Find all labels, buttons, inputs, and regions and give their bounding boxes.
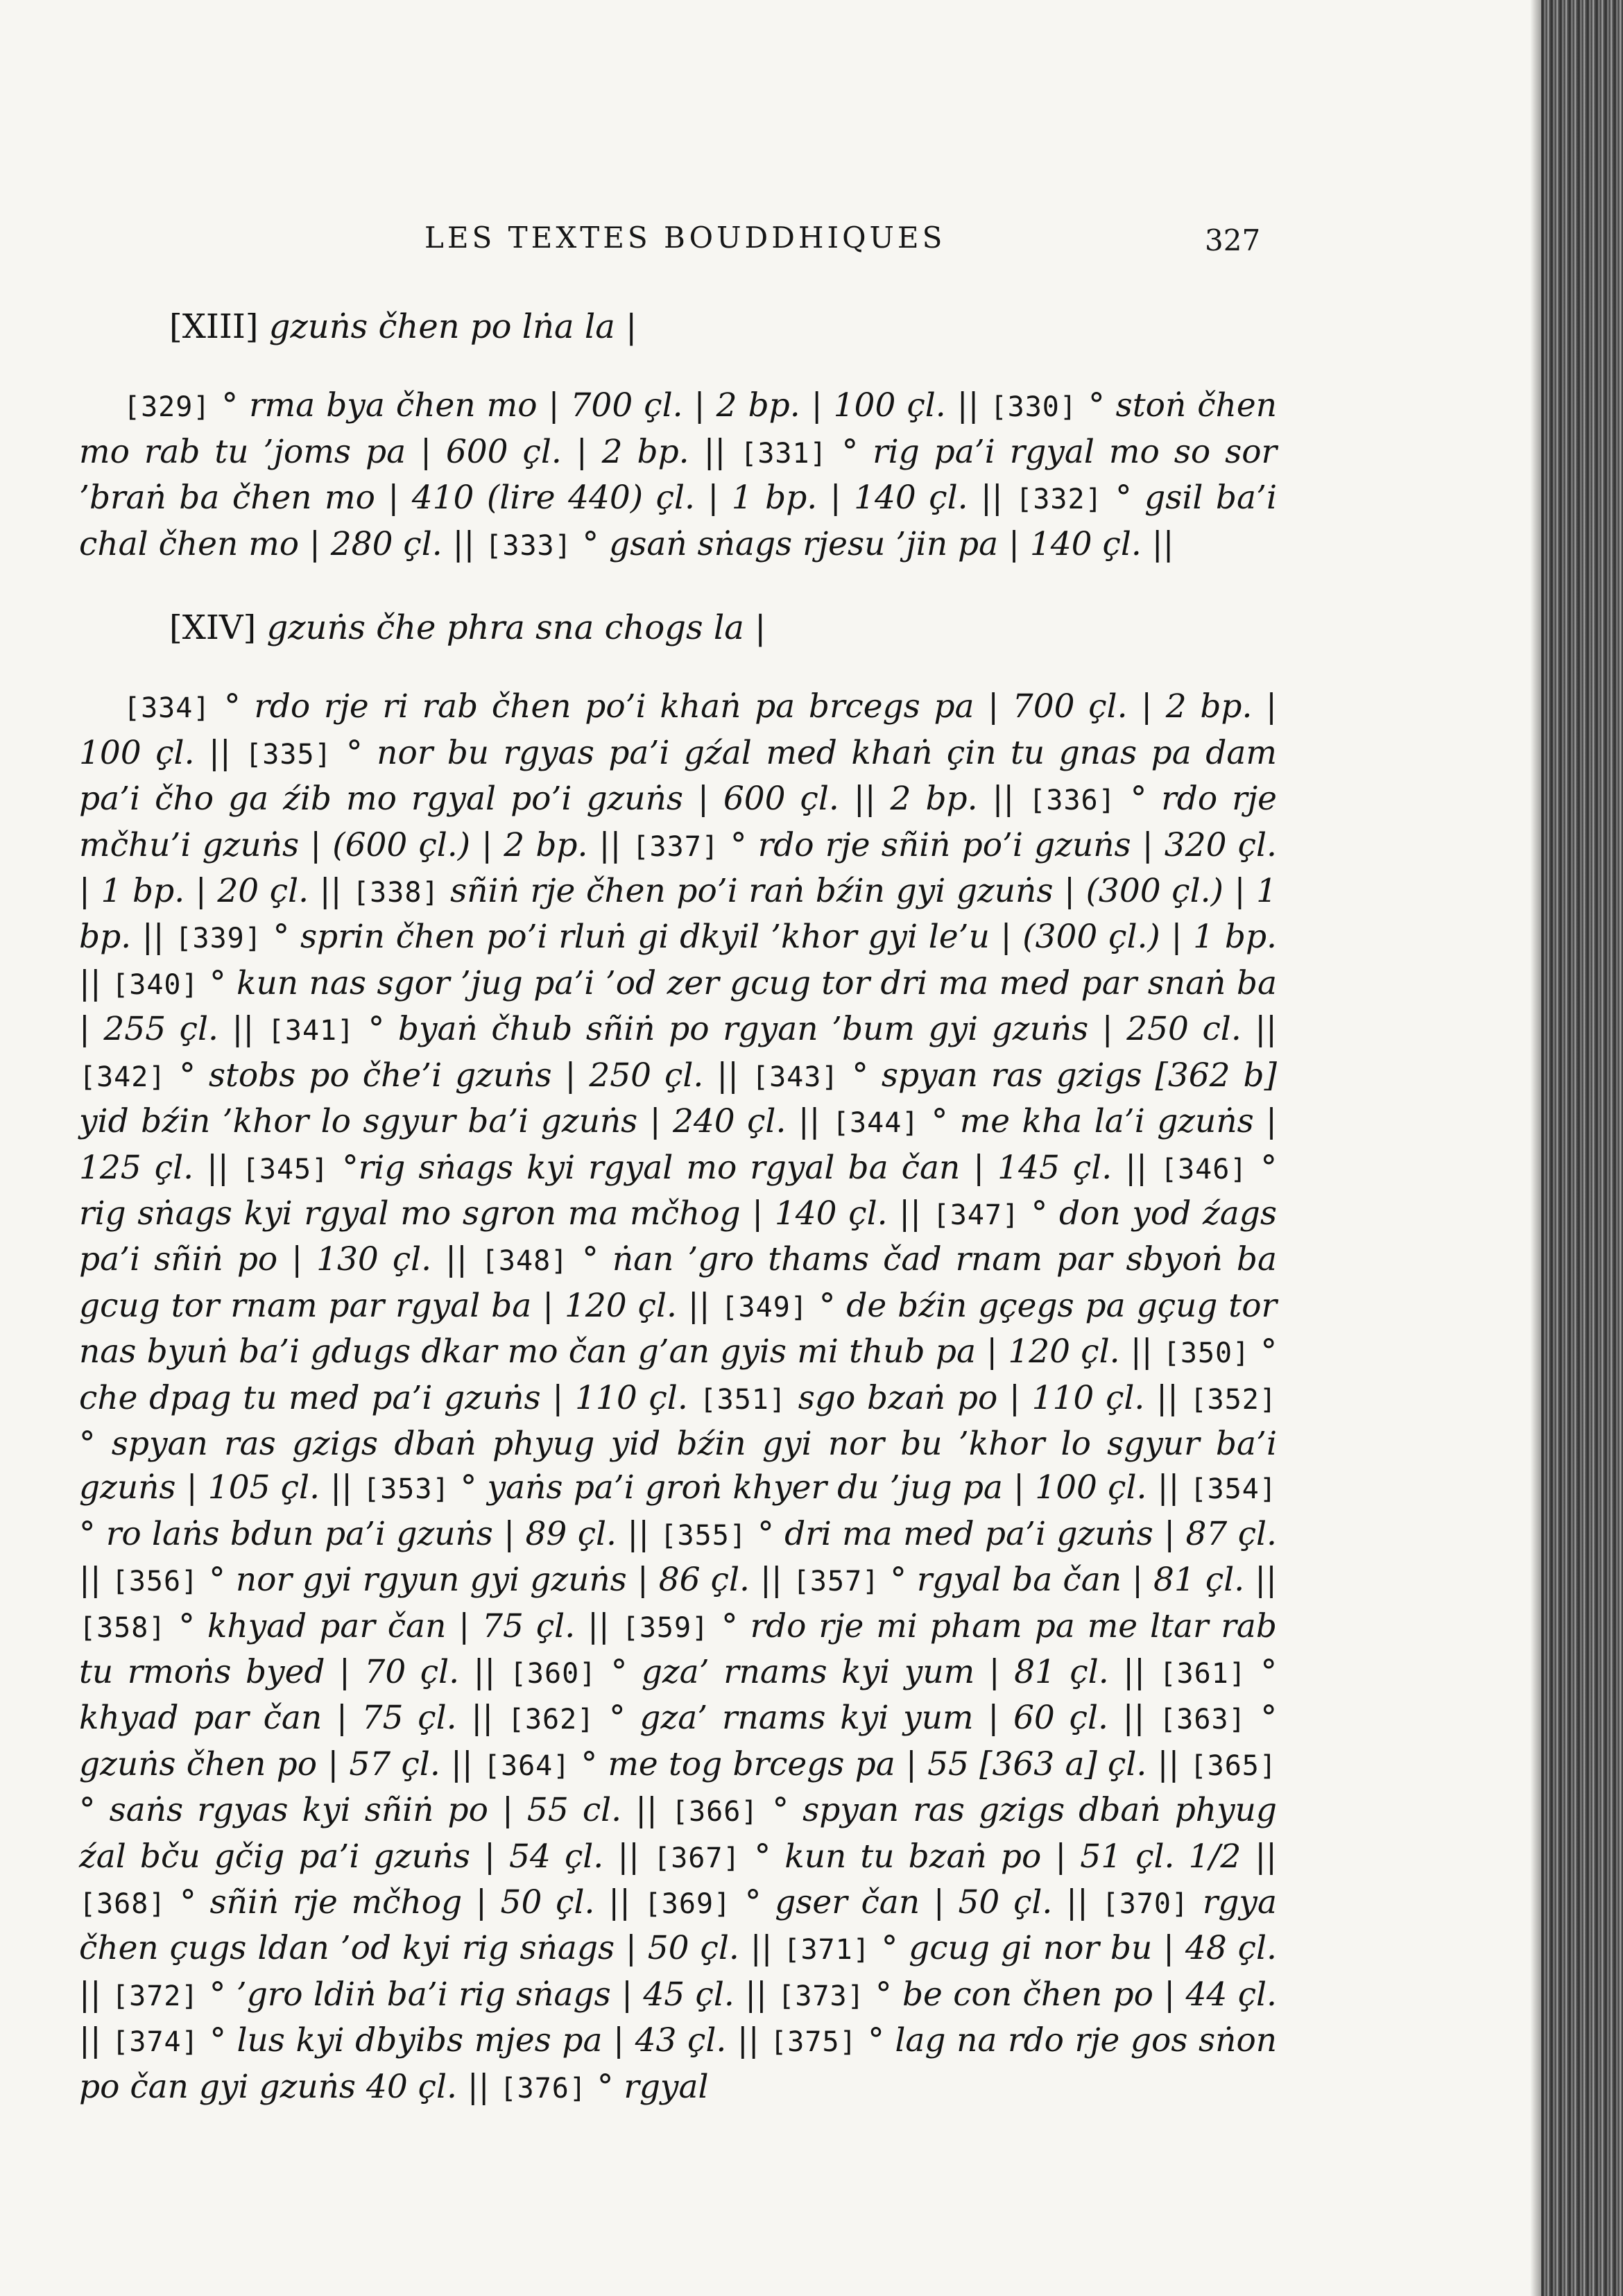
entry-text: ° ro laṅs bdun pa’i gzuṅs | 89 çl. ||: [79, 1514, 650, 1553]
entry-text: ° dri ma med pa’i gzuṅs | 87 çl. ||: [79, 1514, 1277, 1600]
entry-text: ° rdo rje ri rab čhen po’i khaṅ pa brcegs pa | 700 çl. | 2 bp. | 100 çl. ||: [79, 687, 1277, 772]
entry-text: ° rgyal ba čan | 81 çl. ||: [890, 1561, 1277, 1600]
entry-number: [330]: [990, 391, 1077, 424]
entry-text: ° kun tu bzaṅ po | 51 çl. 1/2 ||: [754, 1837, 1277, 1876]
entry-number: [344]: [832, 1107, 920, 1140]
entry-number: [343]: [751, 1061, 839, 1093]
entry-number: [373]: [778, 1980, 865, 2012]
entry-number: [363]: [1159, 1704, 1246, 1736]
entry-number: [370]: [1101, 1888, 1190, 1920]
entry-text: ° gsil ba’i chal čhen mo | 280 çl. ||: [79, 479, 1277, 563]
entry-text: ° lus kyi dbyibs mjes pa | 43 çl. ||: [209, 2021, 759, 2060]
entry-text: ° khyad par čan | 75 çl. ||: [79, 1652, 1277, 1738]
book-page-edge: [1541, 0, 1623, 2296]
entry-text: ° rgyal: [596, 2067, 709, 2106]
entry-number: [334]: [123, 692, 211, 725]
entry-text: ° ’gro ldiṅ ba’i rig sṅags | 45 çl. ||: [209, 1975, 767, 2014]
entry-number: [331]: [740, 437, 827, 470]
entry-text: ° nor gyi rgyun gyi gzuṅs | 86 çl. ||: [209, 1561, 782, 1600]
entry-text: ° nor bu rgyas pa’i gźal med khaṅ çin tu gnas pa dam pa’i čho ga źib mo rgyal po’i gzuṅs | 600 çl. || 2 bp. ||: [79, 733, 1277, 819]
entry-text: ° stoṅ čhen mo rab tu ’joms pa | 600 çl. | 2 bp. ||: [79, 386, 1277, 471]
entry-text: ° rig pa’i rgyal mo so sor ’braṅ ba čhen mo | 410 (lire 440) çl. | 1 bp. | 140 çl. ||: [79, 432, 1277, 517]
section-heading-text: gzuṅs čhen po lṅa la |: [268, 307, 637, 346]
entry-text: ° gza’ rnams kyi yum | 81 çl. ||: [610, 1652, 1145, 1691]
section-heading: [169, 606, 1277, 650]
section-heading-text: gzuṅs čhe phra sna chogs la |: [266, 608, 766, 648]
entry-text: ° gza’ rnams kyi yum | 60 çl. ||: [609, 1699, 1145, 1738]
entry-text: ° yaṅs pa’i groṅ khyer du ’jug pa | 100 çl. ||: [460, 1468, 1180, 1507]
catalogue-paragraph: [79, 685, 1277, 2111]
entry-text: ° sprin čhen po’i rluṅ gi dkyil ’khor gyi le’u | (300 çl.) | 1 bp. ||: [79, 918, 1277, 1002]
entry-text: ° spyan ras gzigs [362 b] yid bźin ’khor lo sgyur ba’i gzuṅs | 240 çl. ||: [79, 1056, 1277, 1141]
entry-number: [329]: [123, 391, 211, 424]
entry-text: ° byaṅ čhub sñiṅ po rgyan ’bum gyi gzuṅs | 250 cl. ||: [368, 1010, 1277, 1049]
entry-text: sgo bzaṅ po | 110 çl. ||: [798, 1378, 1178, 1417]
entry-number: [360]: [509, 1657, 597, 1690]
entry-number: [366]: [671, 1796, 759, 1828]
entry-number: [341]: [267, 1015, 355, 1047]
entry-number: [368]: [79, 1888, 166, 1920]
entry-number: [362]: [507, 1704, 595, 1736]
entry-number: [364]: [483, 1749, 571, 1782]
entry-number: [365]: [1190, 1749, 1277, 1782]
entry-number: [354]: [1190, 1473, 1277, 1506]
entry-number: [351]: [699, 1383, 787, 1416]
entry-text: ° gzuṅs čhen po | 57 çl. ||: [79, 1699, 1277, 1783]
entry-text: ° ṅan ’gro thams čad rnam par sbyoṅ ba gcug tor rnam par rgyal ba | 120 çl. ||: [79, 1240, 1277, 1325]
entry-number: [356]: [111, 1566, 199, 1598]
entry-number: [353]: [363, 1473, 450, 1506]
entry-number: [374]: [112, 2026, 199, 2059]
section-heading: [169, 305, 1277, 349]
entry-text: ° rdo rje mi pham pa me ltar rab tu rmoṅs byed | 70 çl. ||: [79, 1607, 1277, 1691]
entry-text: ° kun nas sgor ’jug pa’i ’od zer gcug tor dri ma med par snaṅ ba | 255 çl. ||: [79, 963, 1277, 1049]
entry-number: [349]: [721, 1291, 808, 1323]
page-number: 327: [1205, 223, 1261, 257]
entry-text: °rig sṅags kyi rgyal mo rgyal ba čan | 145 çl. ||: [342, 1148, 1147, 1187]
entry-text: ° be con čhen po | 44 çl. ||: [79, 1975, 1278, 2060]
entry-text: sñiṅ rje čhen po’i raṅ bźin gyi gzuṅs | (300 çl.) | 1 bp. ||: [79, 872, 1277, 957]
entry-number: [337]: [632, 830, 719, 863]
body-text: [79, 305, 1277, 2149]
entry-number: [358]: [79, 1611, 166, 1644]
entry-text: ° gsaṅ sṅags rjesu ’jin pa | 140 çl. ||: [582, 524, 1174, 563]
entry-number: [376]: [499, 2072, 587, 2105]
entry-text: ° lag na rdo rje gos sṅon po čan gyi gzuṅs 40 çl. ||: [79, 2021, 1278, 2106]
entry-number: [355]: [660, 1519, 747, 1552]
entry-number: [369]: [644, 1888, 732, 1920]
entry-text: ° rig sṅags kyi rgyal mo sgron ma mčhog | 140 çl. ||: [79, 1148, 1277, 1233]
entry-number: [340]: [112, 968, 199, 1001]
section-heading-number: [XIV]: [169, 608, 257, 648]
entry-text: ° spyan ras gzigs dbaṅ phyug yid bźin gyi nor bu ’khor lo sgyur ba’i gzuṅs | 105 çl. ||: [79, 1424, 1277, 1507]
entry-text: ° gcug gi nor bu | 48 çl. ||: [79, 1929, 1277, 2014]
entry-number: [367]: [653, 1842, 741, 1874]
entry-text: rgya čhen çugs ldan ’od kyi rig sṅags | 50 çl. ||: [79, 1883, 1277, 1968]
catalogue-paragraph: [79, 384, 1277, 568]
entry-text: ° gser čan | 50 çl. ||: [744, 1883, 1088, 1921]
entry-text: ° saṅs rgyas kyi sñiṅ po | 55 cl. ||: [79, 1791, 658, 1830]
entry-number: [361]: [1159, 1657, 1246, 1690]
entry-number: [333]: [485, 529, 572, 562]
entry-number: [371]: [783, 1934, 870, 1967]
entry-text: ° khyad par čan | 75 çl. ||: [178, 1607, 610, 1645]
entry-number: [375]: [770, 2026, 857, 2059]
gutter-shadow: [1530, 0, 1541, 2296]
entry-number: [336]: [1029, 785, 1116, 817]
entry-text: ° don yod źags pa’i sñiṅ po | 130 çl. ||: [79, 1194, 1277, 1279]
entry-number: [335]: [245, 738, 332, 771]
entry-text: ° stobs po čhe’i gzuṅs | 250 çl. ||: [179, 1056, 739, 1095]
entry-number: [350]: [1162, 1337, 1251, 1370]
entry-text: ° me tog brcegs pa | 55 [363 a] çl. ||: [581, 1745, 1180, 1783]
entry-text: ° rma bya čhen mo | 700 çl. | 2 bp. | 100 çl. ||: [221, 386, 979, 425]
entry-text: ° de bźin gçegs pa gçug tor nas byuṅ ba’i gdugs dkar mo čan g’an gyis mi thub pa | 120 çl. ||: [79, 1286, 1277, 1371]
entry-number: [346]: [1160, 1153, 1248, 1185]
running-title: LES TEXTES BOUDDHIQUES: [424, 221, 946, 255]
entry-text: ° spyan ras gzigs dbaṅ phyug źal bču gčig pa’i gzuṅs | 54 çl. ||: [79, 1791, 1277, 1876]
entry-number: [348]: [481, 1245, 569, 1278]
entry-number: [342]: [79, 1061, 166, 1093]
entry-text: ° rdo rje sñiṅ po’i gzuṅs | 320 çl. | 1 bp. | 20 çl. ||: [79, 825, 1277, 911]
section-heading-number: [XIII]: [169, 307, 259, 346]
entry-number: [347]: [932, 1199, 1020, 1231]
entry-number: [352]: [1190, 1383, 1277, 1416]
entry-number: [372]: [112, 1980, 199, 2012]
entry-text: ° me kha la’i gzuṅs | 125 çl. ||: [79, 1102, 1277, 1187]
entry-number: [339]: [175, 923, 262, 955]
entry-number: [345]: [241, 1153, 329, 1185]
entry-text: ° che dpag tu med pa’i gzuṅs | 110 çl.: [79, 1333, 1277, 1417]
entry-number: [359]: [621, 1611, 710, 1644]
entry-number: [332]: [1015, 483, 1103, 516]
entry-number: [357]: [792, 1566, 880, 1598]
entry-text: ° rdo rje mčhu’i gzuṅs | (600 çl.) | 2 bp. ||: [79, 780, 1277, 864]
entry-text: ° sñiṅ rje mčhog | 50 çl. ||: [180, 1883, 630, 1921]
entry-number: [338]: [352, 877, 440, 909]
